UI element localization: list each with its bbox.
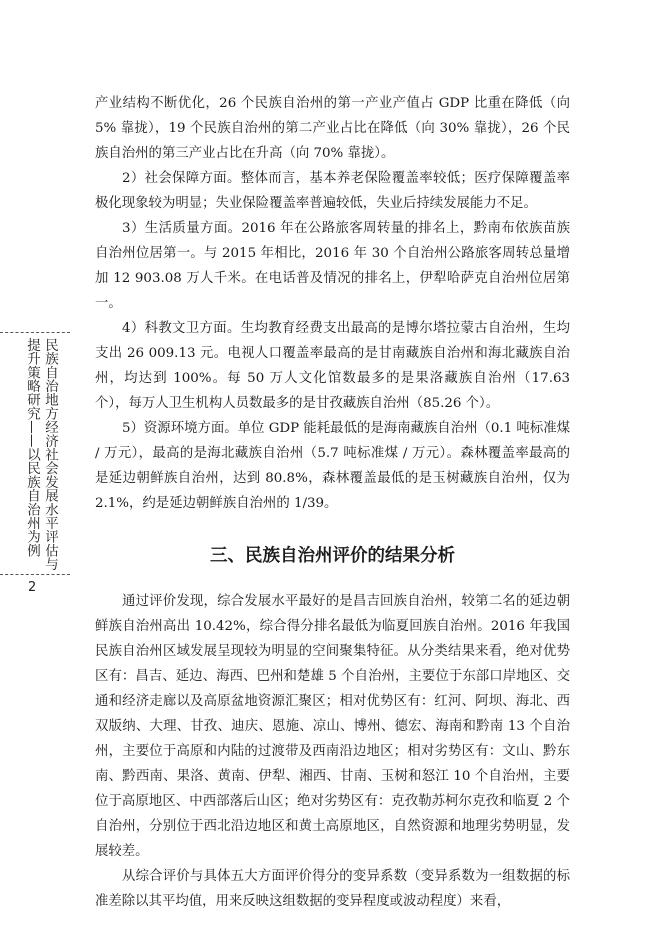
page-body <box>95 91 570 914</box>
section-heading: 三、民族自治州评价的结果分析 <box>210 546 455 566</box>
paragraph: 产业结构不断优化，26 个民族自治州的第一产业产值占 GDP 比重在降低（向 5% 靠拢），19 个民族自治州的第二产业占比在降低（向 30% 靠拢），26 个民族自治州的第三产业占比在升高（向 70% 靠拢）。 <box>95 96 570 161</box>
paragraph: 4）科教文卫方面。生均教育经费支出最高的是博尔塔拉蒙古自治州，生均支出 26 009.13 元。电视人口覆盖率最高的是甘南藏族自治州和海北藏族自治州，均达到 100%。每 50 万人文化馆数最多的是果洛藏族自治州（17.63 个），每万人卫生机构人员数最多的是甘孜藏族自治州（85.26 个）。 <box>95 321 570 411</box>
paragraph: 5）资源环境方面。单位 GDP 能耗最低的是海南藏族自治州（0.1 吨标准煤 / 万元），最高的是海北藏族自治州（5.7 吨标准煤 / 万元）。森林覆盖率最高的是延边朝鲜族自治州，达到 80.8%，森林覆盖最低的是玉树藏族自治州，仅为 2.1%，约是延边朝鲜族自治州的 1/39。 <box>95 421 570 511</box>
running-head-line-1: 民族自治地方经济社会发展水平评估与 <box>42 338 58 571</box>
running-head <box>0 332 70 597</box>
paragraph: 3）生活质量方面。2016 年在公路旅客周转量的排名上，黔南布依族苗族自治州位居第一。与 2015 年相比，2016 年 30 个自治州公路旅客周转总量增加 12 903.08 万人千米。在电话普及情况的排名上，伊犁哈萨克自治州位居第一。 <box>95 221 570 311</box>
paragraph: 2）社会保障方面。整体而言，基本养老保险覆盖率较低；医疗保障覆盖率极化现象较为明显；失业保险覆盖率普遍较低，失业后持续发展能力不足。 <box>95 171 570 211</box>
divider <box>0 332 70 333</box>
running-head-line-2: 提升策略研究——以民族自治州为例 <box>24 338 40 558</box>
page-number: 2 <box>28 580 37 595</box>
paragraph: 通过评价发现，综合发展水平最好的是昌吉回族自治州，较第二名的延边朝鲜族自治州高出 10.42%，综合得分排名最低为临夏回族自治州。2016 年我国民族自治州区域发展呈现较为明显的空间聚集特征。从分类结果来看，绝对优势区有：昌吉、延边、海西、巴州和楚雄 5 个自治州，主要位于东部口岸地区、交通和经济走廊以及高原盆地资源汇聚区；相对优势区有：红河、阿坝、海北、西双版纳、大理、甘孜、迪庆、恩施、凉山、博州、德宏、海南和黔南 13 个自治州，主要位于高原和内陆的过渡带及西南沿边地区；相对劣势区有：文山、黔东南、黔西南、果洛、黄南、伊犁、湘西、甘南、玉树和怒江 10 个自治州，主要位于高原地区、中西部落后山区；绝对劣势区有：克孜勒苏柯尔克孜和临夏 2 个自治州，分别位于西北沿边地区和黄土高原地区，自然资源和地理劣势明显，发展较差。 <box>95 594 570 859</box>
divider <box>0 574 70 575</box>
paragraph: 从综合评价与具体五大方面评价得分的变异系数（变异系数为一组数据的标准差除以其平均值，用来反映这组数据的变异程度或波动程度）来看， <box>95 869 570 909</box>
